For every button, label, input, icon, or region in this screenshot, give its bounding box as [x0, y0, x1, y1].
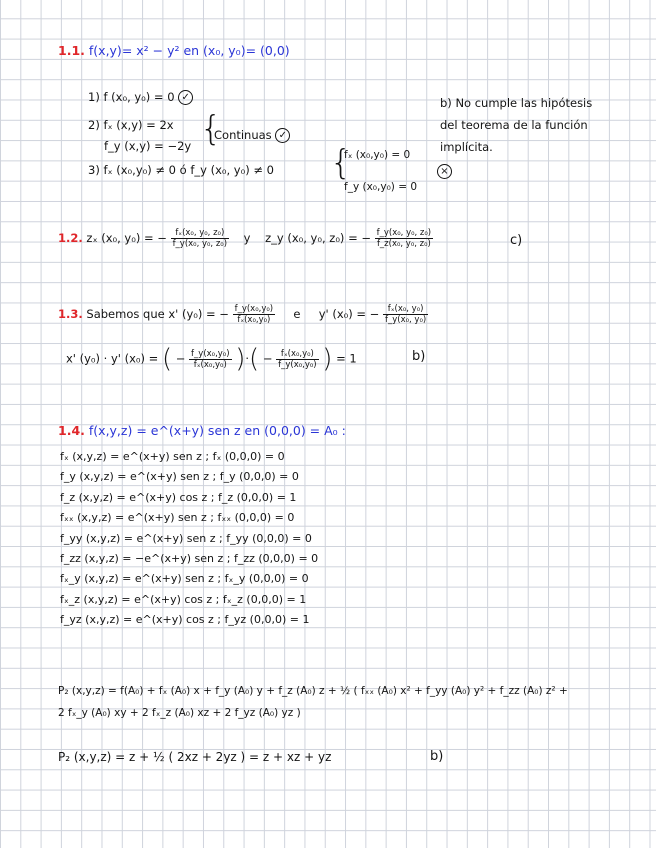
product-fraction-2-numerator: fₓ(x₀,y₀) — [276, 349, 318, 360]
condition-2-fx — [88, 118, 174, 132]
fraction-1-numerator: f_y(x₀,y₀) — [234, 304, 274, 314]
problem-1-4-header — [58, 424, 346, 438]
derivative-line: f_yz (x,y,z) = e^(x+y) cos z ; f_yz (0,0,0) = 1 — [60, 613, 310, 627]
condition-3-fx-zero — [344, 148, 410, 162]
product-fraction-1-denominator: fₓ(x₀,y₀) — [193, 359, 227, 370]
answer-1-1-line-1: b) No cumple las hipótesis — [440, 96, 593, 110]
condition-2-fy-text: f_y (x,y) = −2y — [104, 139, 192, 153]
derivative-line: fₓₓ (x,y,z) = e^(x+y) sen z ; fₓₓ (0,0,0) = 0 — [60, 511, 295, 525]
derivative-line: fₓ_z (x,y,z) = e^(x+y) cos z ; fₓ_z (0,0,0) = 1 — [60, 592, 307, 606]
problem-1-3-e: e — [293, 307, 301, 321]
problem-1-2-fraction-2 — [375, 228, 433, 249]
derivative-line: fₓ_y (x,y,z) = e^(x+y) sen z ; fₓ_y (0,0,0) = 0 — [60, 572, 309, 586]
condition-3-fx-zero-text: fₓ (x₀,y₀) = 0 — [344, 149, 411, 161]
condition-3-fy-zero — [344, 180, 417, 194]
continuas-label — [214, 128, 290, 143]
problem-1-1-statement: f(x,y)= x² − y² en (x₀, y₀)= (0,0) — [88, 43, 290, 58]
problem-1-3-fraction-2 — [383, 304, 428, 325]
problem-1-2-number: 1.2. — [58, 231, 83, 245]
check-icon: ✓ — [178, 90, 193, 105]
left-paren: ( — [249, 344, 260, 374]
fraction-2-numerator: f_y(x₀, y₀, z₀) — [376, 228, 432, 238]
answer-1-3: b) — [412, 349, 426, 364]
taylor-line-1: P₂ (x,y,z) = f(A₀) + fₓ (A₀) x + f_y (A₀) y + f_z (A₀) z + ½ ( fₓₓ (A₀) x² + f_yy (A₀) y² + f_zz (A₀) z² + — [58, 685, 568, 697]
left-paren: ( — [161, 344, 173, 374]
answer-1-1-line-3: implícita. — [440, 140, 493, 154]
condition-3-fy-zero-text: f_y (x₀,y₀) = 0 — [344, 181, 418, 193]
right-paren: ) — [235, 344, 246, 374]
problem-1-3-product: x' (y₀) · y' (x₀) = ( − $\frac{\text{f\_y(x₀,y₀)}}{\text{fₓ(x₀,y₀)}}$ )·( − $\frac{\text{fₓ(x₀,y₀)}}{\text{f\_y(x₀,y₀)}}$ ) = 1 — [66, 344, 357, 374]
fraction-2-denominator: f_y(x₀, y₀) — [384, 315, 427, 325]
problem-1-1-header — [58, 44, 290, 58]
partial-derivatives-list — [60, 447, 318, 631]
product-result: = 1 — [336, 351, 357, 366]
fraction-1-numerator: fₓ(x₀, y₀, z₀) — [171, 228, 229, 239]
fraction-2-numerator: fₓ(x₀, y₀) — [383, 304, 428, 315]
derivative-line: fₓ (x,y,z) = e^(x+y) sen z ; fₓ (0,0,0) = 0 — [60, 450, 285, 463]
problem-1-2-lhs2: z_y (x₀, y₀, z₀) = − — [265, 231, 371, 245]
product-lhs: x' (y₀) · y' (x₀) = — [66, 351, 159, 366]
problem-1-2-fraction-1 — [171, 228, 229, 249]
condition-1-text: 1) f (x₀, y₀) = 0 — [88, 90, 175, 104]
problem-1-3-intro: Sabemos que x' (y₀) = − — [86, 307, 229, 321]
answer-1-1 — [440, 92, 592, 158]
continuas-text: Continuas — [214, 128, 272, 142]
minus-sign: − — [175, 351, 186, 366]
right-paren: ) — [322, 344, 333, 374]
problem-1-4-number: 1.4. — [58, 423, 85, 438]
answer-1-4: b) — [430, 749, 444, 764]
derivative-line: f_yy (x,y,z) = e^(x+y) sen z ; f_yy (0,0,0) = 0 — [60, 531, 312, 545]
problem-1-2-lhs1: zₓ (x₀, y₀) = − — [86, 231, 167, 245]
fraction-1-denominator: fₓ(x₀,y₀) — [237, 315, 271, 325]
taylor-line-2: 2 fₓ_y (A₀) xy + 2 fₓ_z (A₀) xz + 2 f_yz (A₀) yz ) — [58, 707, 301, 719]
fraction-1-denominator: f_y(x₀, y₀, z₀) — [172, 239, 228, 249]
derivative-line: f_y (x,y,z) = e^(x+y) sen z ; f_y (0,0,0) = 0 — [60, 470, 299, 484]
brace-continuas: { — [200, 109, 222, 149]
answer-1-2: c) — [510, 233, 523, 248]
problem-1-3-fraction-1 — [233, 304, 275, 325]
condition-2-fy — [104, 139, 191, 153]
cross-mark — [437, 164, 452, 179]
condition-2-fx-text: 2) fₓ (x,y) = 2x — [88, 118, 174, 132]
problem-1-3-lhs2: y' (x₀) = − — [318, 307, 380, 321]
check-icon: ✓ — [275, 128, 290, 143]
cross-icon: × — [437, 164, 452, 179]
product-fraction-1-numerator: f_y(x₀,y₀) — [191, 348, 230, 359]
problem-1-3 — [58, 304, 428, 325]
problem-1-2 — [58, 228, 433, 249]
problem-1-4-statement: f(x,y,z) = e^(x+y) sen z en (0,0,0) = A₀ : — [88, 423, 346, 438]
brace-condition-3: { — [330, 143, 352, 183]
fraction-2-denominator: f_z(x₀, y₀, z₀) — [376, 239, 431, 249]
condition-3 — [88, 163, 274, 177]
product-fraction-1 — [189, 349, 231, 370]
derivative-line: f_zz (x,y,z) = −e^(x+y) sen z ; f_zz (0,0,0) = 0 — [60, 552, 319, 566]
minus-sign: − — [262, 351, 273, 366]
problem-1-1-number: 1.1. — [58, 43, 85, 58]
taylor-result: P₂ (x,y,z) = z + ½ ( 2xz + 2yz ) = z + xz + yz — [58, 750, 332, 764]
derivative-line: f_z (x,y,z) = e^(x+y) cos z ; f_z (0,0,0) = 1 — [60, 490, 297, 504]
condition-1 — [88, 90, 193, 105]
problem-1-2-and: y — [243, 231, 251, 245]
problem-1-3-number: 1.3. — [58, 307, 83, 321]
product-fraction-2 — [276, 349, 318, 370]
condition-3-text: 3) fₓ (x₀,y₀) ≠ 0 ó f_y (x₀, y₀) ≠ 0 — [88, 163, 274, 177]
product-fraction-2-denominator: f_y(x₀,y₀) — [278, 359, 317, 370]
answer-1-1-line-2: del teorema de la función — [440, 118, 588, 132]
